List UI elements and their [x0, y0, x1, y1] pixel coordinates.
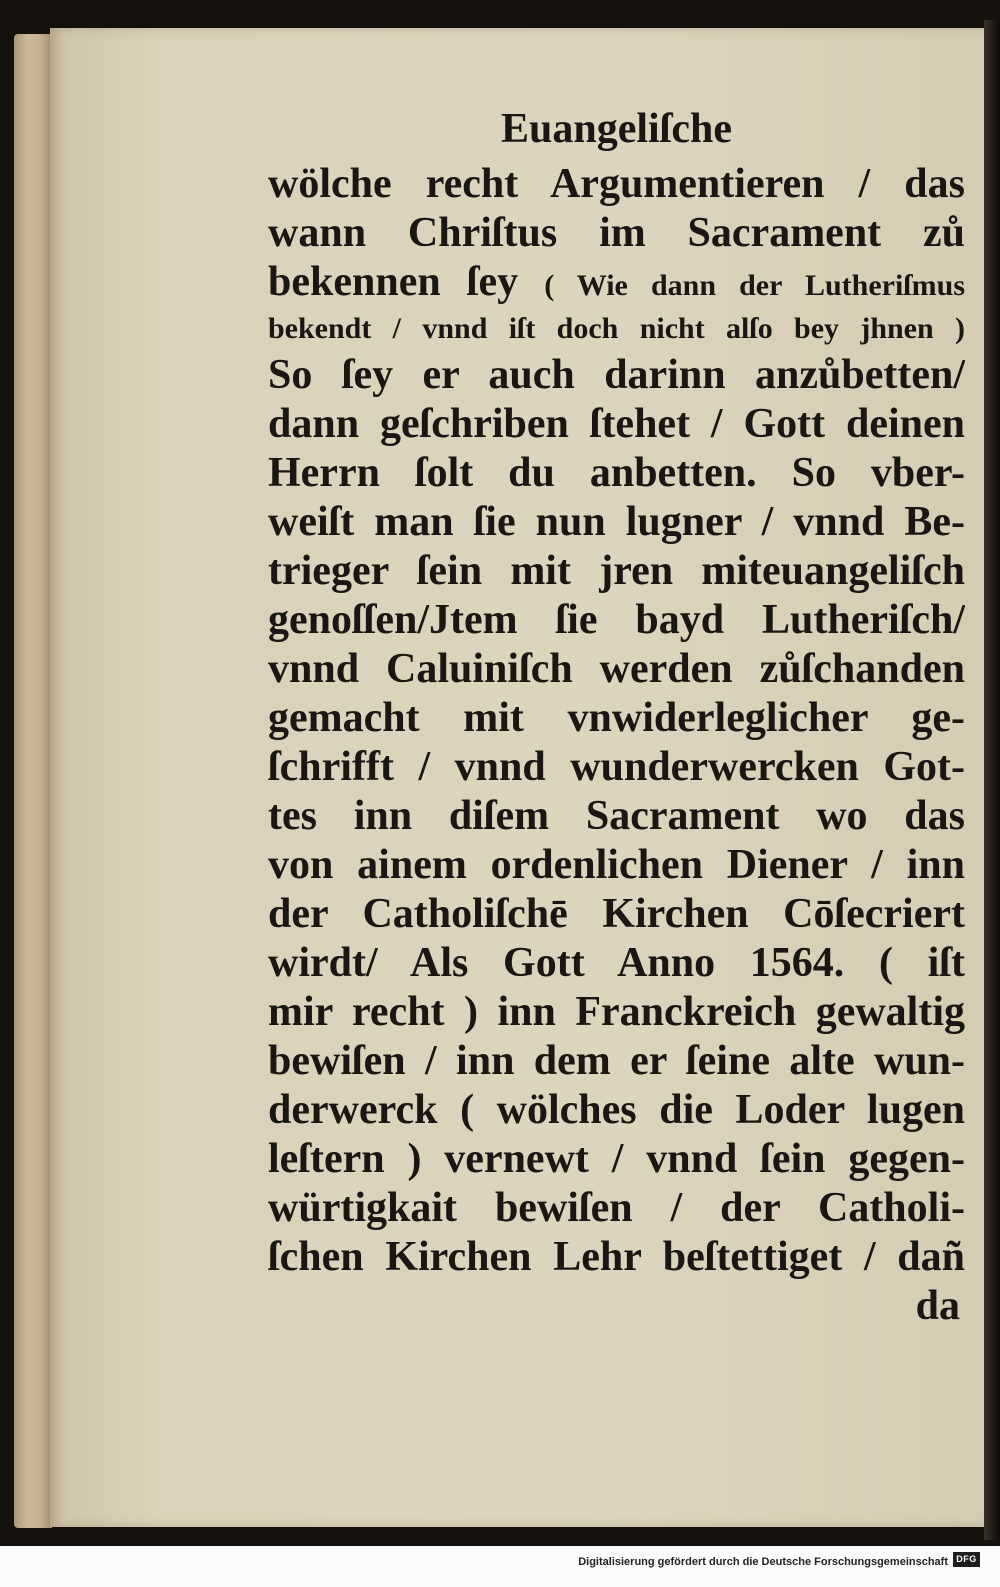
text-line: bewiſen / inn dem er ſeine alte wun- — [268, 1038, 965, 1084]
text-line: Herrn ſolt du anbetten. So vber- — [268, 450, 965, 496]
text-line — [268, 258, 965, 307]
text-line: vnnd Caluiniſch werden zůſchanden — [268, 646, 965, 692]
text-line: wirdt/ Als Gott Anno 1564. ( iſt — [268, 940, 965, 986]
book-page-edges — [14, 34, 52, 1528]
text-line: weiſt man ſie nun lugner / vnnd Be- — [268, 499, 965, 545]
text-line: genoſſen/Jtem ſie bayd Lutheriſch/ — [268, 597, 965, 643]
text-line: ſchen Kirchen Lehr beſtettiget / dañ — [268, 1234, 965, 1280]
viewer-footer — [0, 1546, 1000, 1587]
text-line: ſchrifft / vnnd wunderwercken Got- — [268, 744, 965, 790]
text-line: gemacht mit vnwiderleglicher ge- — [268, 695, 965, 741]
text-line: So ſey er auch darinn anzůbetten/ — [268, 352, 965, 398]
text-line: mir recht ) inn Franckreich gewaltig — [268, 989, 965, 1035]
text-line: von ainem ordenlichen Diener / inn — [268, 842, 965, 888]
text-line-main: bekennen ſey — [268, 259, 519, 305]
text-line: tes inn diſem Sacrament wo das — [268, 793, 965, 839]
digitization-credit: Digitalisierung gefördert durch die Deutsche Forschungsgemeinschaft — [578, 1556, 948, 1568]
catchword: da — [915, 1283, 960, 1329]
text-line: dann geſchriben ſtehet / Gott deinen — [268, 401, 965, 447]
text-line: der Catholiſchē Kirchen Cōſecriert — [268, 891, 965, 937]
text-line: wann Chriſtus im Sacrament zů — [268, 210, 965, 256]
text-line: würtigkait bewiſen / der Catholi- — [268, 1185, 965, 1231]
running-head: Euangeliſche — [500, 106, 733, 152]
page-shadow — [984, 20, 1000, 1540]
text-line: derwerck ( wölches die Loder lugen — [268, 1087, 965, 1133]
text-line: wölche recht Argumentieren / das — [268, 161, 965, 207]
text-line: trieger ſein mit jren miteuangeliſch — [268, 548, 965, 594]
text-line: leſtern ) vernewt / vnnd ſein gegen- — [268, 1136, 965, 1182]
parenthetical-note-line: bekendt / vnnd iſt doch nicht alſo bey jhnen ) — [268, 312, 965, 345]
text-block — [268, 160, 965, 1331]
parenthetical-note: ( Wie dann der Lutheriſmus — [544, 269, 965, 302]
dfg-logo[interactable]: DFG — [953, 1552, 980, 1567]
